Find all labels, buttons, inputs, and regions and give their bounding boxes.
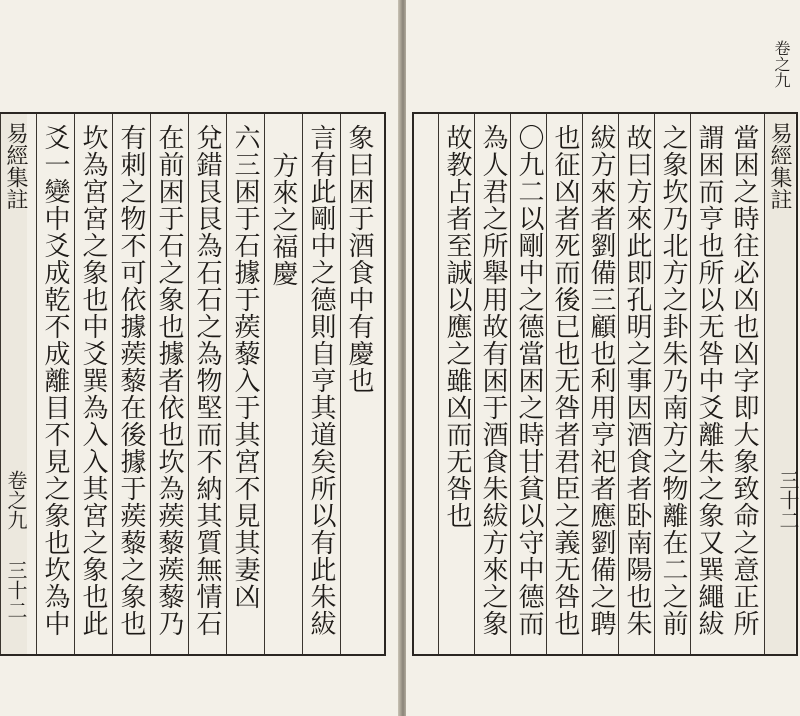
right-col-3-text: 之象坎乃北方之卦朱乃南方之物離在二之前 <box>658 124 688 637</box>
left-col-9-text: 爻一變中爻成乾不成離目不見之象也坎為中 <box>40 124 70 637</box>
right-page-number: 三十二 <box>776 470 800 530</box>
right-margin-strip <box>764 114 795 654</box>
right-col-6 <box>546 114 583 654</box>
left-col-6-text: 在前困于石之象也據者依也坎為蒺藜蒺藜乃 <box>154 124 184 637</box>
left-col-4 <box>226 114 263 654</box>
right-page <box>406 0 800 716</box>
left-col-2 <box>302 114 339 654</box>
left-col-8 <box>74 114 111 654</box>
right-col-7 <box>510 114 547 654</box>
left-col-9 <box>36 114 73 654</box>
left-col-1 <box>340 114 377 654</box>
left-col-7 <box>112 114 149 654</box>
right-col-5 <box>582 114 619 654</box>
right-col-8 <box>474 114 511 654</box>
left-col-6 <box>150 114 187 654</box>
right-col-9 <box>438 114 475 654</box>
left-col-4-text: 六三困于石據于蒺藜入于其宮不見其妻凶 <box>230 124 260 610</box>
right-col-2 <box>690 114 727 654</box>
right-col-5-text: 紱方來者劉備三顧也利用亨祀者應劉備之聘 <box>586 124 616 637</box>
right-volume-label: 卷之九 <box>772 40 791 88</box>
right-col-4-text: 故曰方來此即孔明之事因酒食者卧南陽也朱 <box>622 124 652 637</box>
left-col-5 <box>188 114 225 654</box>
right-col-3 <box>654 114 691 654</box>
right-text-frame <box>412 112 798 656</box>
left-page-number: 三十二 <box>4 560 28 620</box>
left-col-5-text: 兌錯艮艮為石石之為物堅而不納其質無情石 <box>192 124 222 637</box>
left-col-1-text: 象曰困于酒食中有慶也 <box>344 124 374 394</box>
right-col-7-text: 〇九二以剛中之德當困之時甘貧以守中德而 <box>514 124 544 637</box>
right-col-6-text: 也征凶者死而後已也无咎者君臣之義无咎也 <box>550 124 580 637</box>
right-col-1-text: 當困之時往必凶也凶字即大象致命之意正所 <box>729 124 759 637</box>
left-col-3 <box>264 114 301 654</box>
left-text-frame <box>0 112 386 656</box>
right-col-2-text: 謂困而亨也所以无咎中爻離朱之象又巽繩紱 <box>694 124 724 637</box>
right-margin-title: 易經集註 <box>767 122 792 210</box>
right-col-8-text: 為人君之所舉用故有困于酒食朱紱方來之象 <box>478 124 508 637</box>
left-col-2-text: 言有此剛中之德則自亨其道矣所以有此朱紱 <box>306 124 336 637</box>
right-col-1 <box>726 114 762 654</box>
left-col-7-text: 有刺之物不可依據蒺藜在後據于蒺藜之象也 <box>116 124 146 637</box>
left-col-3-text: 方來之福慶 <box>268 152 298 287</box>
left-col-8-text: 坎為宮宮之象也中爻巽為入入其宮之象也此 <box>78 124 108 637</box>
left-volume-label: 卷之九 <box>4 470 28 530</box>
right-col-9-text: 故教占者至誠以應之雖凶而无咎也 <box>442 124 472 529</box>
left-margin-title: 易經集註 <box>3 122 28 210</box>
right-col-4 <box>618 114 655 654</box>
